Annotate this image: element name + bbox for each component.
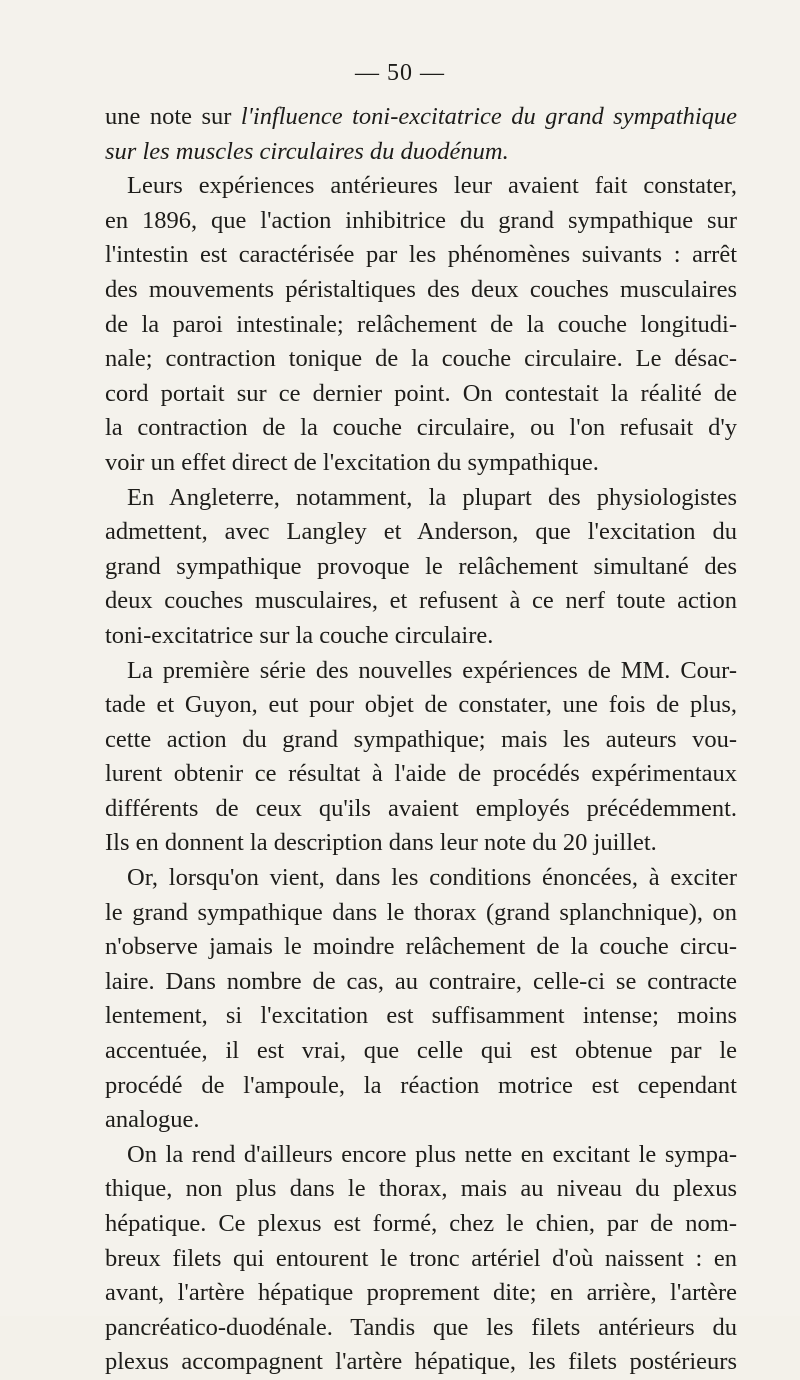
text-line-1: sur les muscles circulaires du duodénum. — [105, 137, 509, 165]
text-line-33: breux filets qui entourent le tronc artériel d'où naissent : en — [105, 1244, 737, 1272]
text-line-11: En Angleterre, notamment, la plupart des physiologistes — [127, 483, 737, 511]
text-line-27: accentuée, il est vrai, que celle qui est obtenue par le — [105, 1037, 737, 1065]
text-line-34: avant, l'artère hépatique proprement dite; en arrière, l'artère — [105, 1279, 737, 1307]
text-line-21: Ils en donnent la description dans leur note du 20 juillet. — [105, 829, 657, 857]
text-line-32: hépatique. Ce plexus est formé, chez le chien, par de nom- — [105, 1210, 737, 1237]
text-line-18: cette action du grand sympathique; mais les auteurs vou- — [105, 725, 737, 753]
text-line-14: deux couches musculaires, et refusent à ce nerf toute action — [105, 587, 737, 615]
text-line-0-roman: une note sur — [105, 103, 241, 130]
body-text — [105, 100, 737, 1380]
text-line-22: Or, lorsqu'on vient, dans les conditions énoncées, à exciter — [127, 864, 737, 892]
text-line-12: admettent, avec Langley et Anderson, que l'excitation du — [105, 518, 737, 546]
text-line-10: voir un effet direct de l'excitation du sympathique. — [105, 448, 599, 476]
text-line-23: le grand sympathique dans le thorax (grand splanchnique), on — [105, 898, 737, 926]
text-line-19: lurent obtenir ce résultat à l'aide de procédés expérimentaux — [105, 760, 737, 788]
text-line-36: plexus accompagnent l'artère hépatique, les filets postérieurs — [105, 1348, 737, 1376]
text-line-15: toni-excitatrice sur la couche circulaire. — [105, 621, 494, 649]
text-line-5: des mouvements péristaltiques des deux couches musculaires — [105, 275, 737, 303]
text-line-29: analogue. — [105, 1106, 200, 1134]
text-line-16: La première série des nouvelles expériences de MM. Cour- — [127, 656, 737, 684]
text-line-13: grand sympathique provoque le relâchement simultané des — [105, 552, 737, 580]
text-line-30: On la rend d'ailleurs encore plus nette en excitant le sympa- — [127, 1140, 737, 1168]
text-line-7: nale; contraction tonique de la couche circulaire. Le désac- — [105, 345, 737, 373]
text-line-31: thique, non plus dans le thorax, mais au niveau du plexus — [105, 1175, 737, 1203]
page-number: — 50 — — [355, 60, 445, 86]
text-line-20: différents de ceux qu'ils avaient employés précédemment. — [105, 794, 737, 822]
text-line-24: n'observe jamais le moindre relâchement de la couche circu- — [105, 933, 737, 961]
text-line-35: pancréatico-duodénale. Tandis que les filets antérieurs du — [105, 1313, 737, 1341]
text-line-9: la contraction de la couche circulaire, ou l'on refusait d'y — [105, 414, 737, 442]
text-line-17: tade et Guyon, eut pour objet de constater, une fois de plus, — [105, 691, 737, 719]
text-line-0 — [105, 100, 737, 135]
text-line-25: laire. Dans nombre de cas, au contraire, celle-ci se contracte — [105, 967, 737, 995]
text-line-28: procédé de l'ampoule, la réaction motrice est cependant — [105, 1071, 737, 1099]
text-line-3: en 1896, que l'action inhibitrice du grand sympathique sur — [105, 206, 737, 234]
text-line-0-italic: l'influence toni-excitatrice du grand sympathique — [240, 103, 737, 130]
text-line-6: de la paroi intestinale; relâchement de la couche longitudi- — [105, 310, 737, 338]
text-line-2: Leurs expériences antérieures leur avaient fait constater, — [127, 172, 737, 200]
text-line-26: lentement, si l'excitation est suffisamment intense; moins — [105, 1002, 737, 1030]
text-line-4: l'intestin est caractérisée par les phénomènes suivants : arrêt — [105, 241, 737, 269]
text-line-8: cord portait sur ce dernier point. On contestait la réalité de — [105, 379, 737, 407]
